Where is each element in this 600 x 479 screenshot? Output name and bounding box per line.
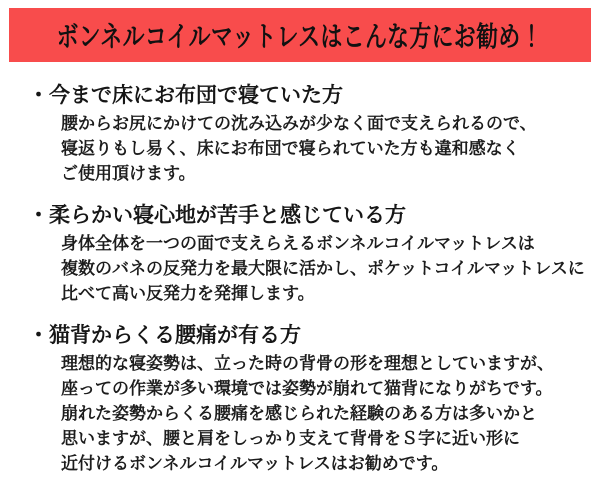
body-line: 腰からお尻にかけての沈み込みが少なく面で支えられるので、 — [61, 114, 537, 134]
body-line: ご使用頂けます。 — [61, 164, 196, 184]
body-line: 理想的な寝姿勢は、立った時の背骨の形を理想としていますが、 — [61, 354, 554, 374]
body-line: 座っての作業が多い環境では姿勢が崩れて猫背になりがちです。 — [61, 379, 553, 399]
bullet-icon: ・ — [28, 82, 49, 107]
body-line: 近付けるボンネルコイルマットレスはお勧めです。 — [61, 454, 449, 474]
section-futon-sleepers — [28, 82, 584, 187]
section-body — [61, 232, 584, 307]
body-line: 身体全体を一つの面で支えらえるボンネルコイルマットレスは — [61, 234, 535, 254]
body-line: 思いますが、腰と肩をしっかり支えて背骨をＳ字に近い形に — [61, 429, 520, 449]
body-line: 寝返りもし易く、床にお布団で寝られていた方も違和感なく — [61, 139, 520, 159]
section-back-pain — [28, 322, 584, 477]
section-body — [61, 352, 584, 477]
section-heading-row — [28, 322, 584, 348]
body-line: 崩れた姿勢からくる腰痛を感じられた経験のある方は多いかと — [61, 404, 537, 424]
section-heading-text: 柔らかい寝心地が苦手と感じている方 — [49, 202, 406, 227]
header-banner — [9, 8, 591, 62]
section-body — [61, 112, 584, 187]
bullet-icon: ・ — [28, 202, 49, 227]
bullet-icon: ・ — [28, 322, 49, 347]
section-soft-mattress-dislikers — [28, 202, 584, 307]
content-area — [0, 62, 600, 477]
body-line: 比べて高い反発力を発揮します。 — [61, 284, 315, 304]
section-heading-row — [28, 202, 584, 228]
body-line: 複数のバネの反発力を最大限に活かし、ポケットコイルマットレスに — [61, 259, 585, 279]
section-heading-text: 今まで床にお布団で寝ていた方 — [49, 82, 343, 107]
page-title: ボンネルコイルマットレスはこんな方にお勧め！ — [56, 20, 544, 53]
section-heading-text: 猫背からくる腰痛が有る方 — [49, 322, 301, 347]
section-heading-row — [28, 82, 584, 108]
